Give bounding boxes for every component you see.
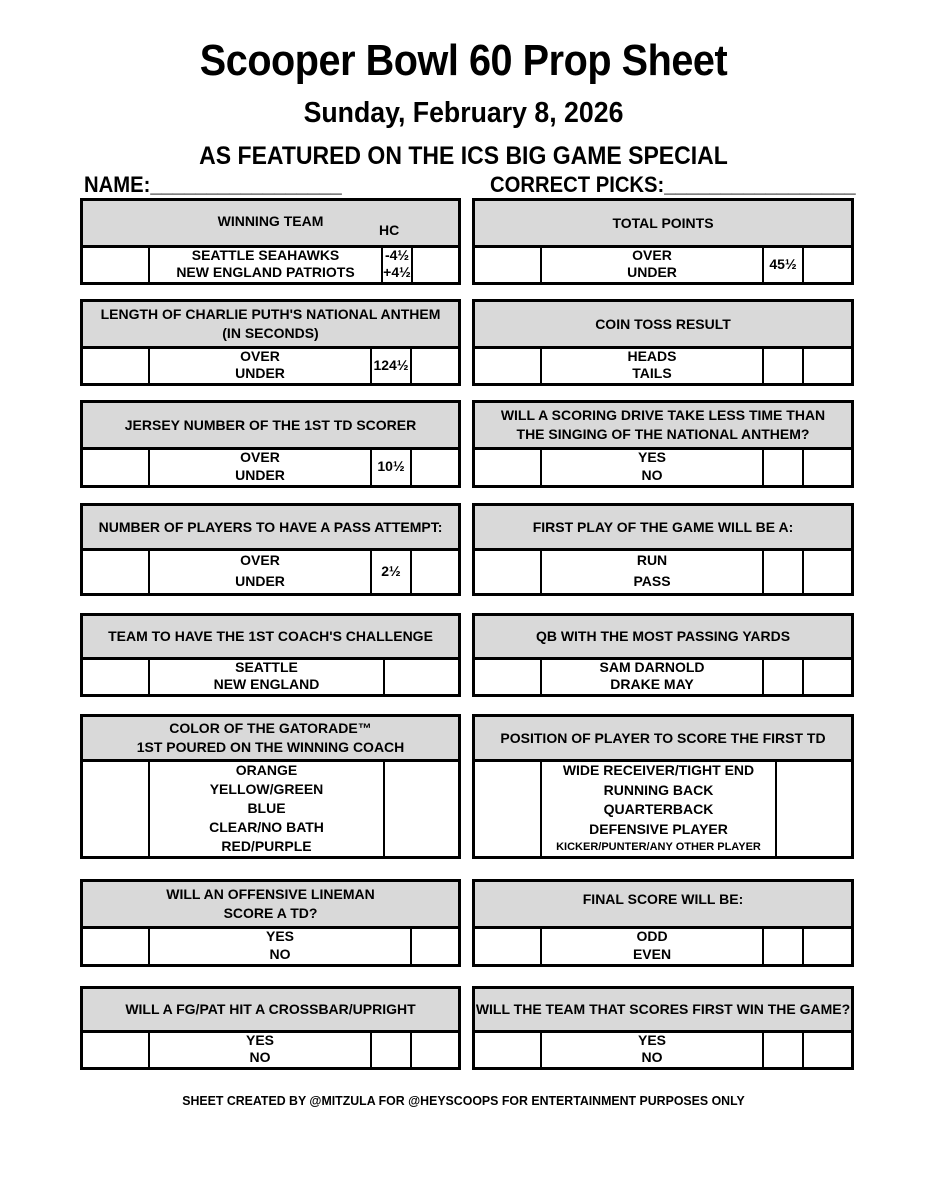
prop-header [83, 201, 458, 248]
options-list [540, 548, 762, 593]
sheet-title: Scooper Bowl 60 Prop Sheet [199, 36, 728, 85]
line-value: 124½ [370, 346, 410, 383]
pick-box[interactable] [802, 548, 851, 593]
prop-first-score-win [472, 986, 854, 1070]
option: KICKER/PUNTER/ANY OTHER PLAYER [556, 841, 761, 854]
option: NO [249, 1049, 271, 1066]
prop-coin-toss [472, 299, 854, 386]
prop-title: FINAL SCORE WILL BE: [582, 890, 744, 907]
options-list [540, 447, 762, 485]
line-value: -4½ [384, 246, 410, 263]
option: YES [637, 449, 666, 465]
pick-box[interactable] [762, 1030, 802, 1067]
pick-box[interactable] [411, 245, 458, 282]
pick-box[interactable] [383, 657, 458, 694]
option: SEATTLE SEAHAWKS [191, 246, 340, 263]
options-list [148, 1030, 370, 1067]
option: DEFENSIVE PLAYER [589, 821, 728, 838]
prop-subtitle: 1ST POURED ON THE WINNING COACH [136, 739, 405, 755]
pick-box[interactable] [83, 759, 148, 856]
prop-subtitle: THE SINGING OF THE NATIONAL ANTHEM? [516, 426, 810, 442]
prop-scoring-drive [472, 400, 854, 488]
pick-box[interactable] [83, 245, 148, 282]
pick-box[interactable] [762, 346, 802, 383]
pick-box[interactable] [802, 346, 851, 383]
game-date: Sunday, February 8, 2026 [303, 97, 624, 129]
option: HEADS [627, 347, 677, 364]
options-list [148, 657, 383, 694]
pick-box[interactable] [802, 1030, 851, 1067]
option: PASS [633, 573, 671, 590]
pick-box[interactable] [475, 548, 540, 593]
option: YES [265, 928, 294, 944]
options-list [148, 759, 383, 856]
line-value: 10½ [370, 447, 410, 485]
prop-title: NUMBER OF PLAYERS TO HAVE A PASS ATTEMPT: [98, 518, 443, 535]
option: RED/PURPLE [221, 837, 312, 854]
option: NO [641, 467, 663, 483]
prop-header [475, 201, 851, 248]
pick-box[interactable] [410, 447, 458, 485]
options-list [540, 245, 762, 282]
prop-title: WILL THE TEAM THAT SCORES FIRST WIN THE GAME? [475, 1001, 851, 1017]
option: TAILS [632, 365, 672, 382]
option: RUN [636, 551, 668, 568]
prop-title: WINNING TEAM [217, 212, 324, 229]
prop-header [475, 989, 851, 1033]
prop-crossbar [80, 986, 461, 1070]
pick-box[interactable] [475, 346, 540, 383]
options-list [540, 759, 775, 856]
pick-box[interactable] [410, 1030, 458, 1067]
options-list [540, 926, 762, 964]
prop-pass-attempt [80, 503, 461, 596]
option: RUNNING BACK [603, 781, 714, 798]
option: YELLOW/GREEN [209, 780, 324, 797]
pick-box[interactable] [83, 926, 148, 964]
pick-box[interactable] [475, 759, 540, 856]
option: NEW ENGLAND [213, 676, 320, 693]
pick-box[interactable] [762, 548, 802, 593]
handicap-lines [381, 245, 411, 282]
prop-header [475, 403, 851, 450]
prop-subtitle: (IN SECONDS) [222, 325, 319, 341]
prop-coach-challenge [80, 613, 461, 697]
handicap-label: HC [379, 222, 400, 238]
prop-header [83, 403, 458, 450]
pick-box[interactable] [370, 1030, 410, 1067]
prop-header [475, 616, 851, 660]
pick-box[interactable] [762, 657, 802, 694]
options-list [148, 548, 370, 593]
prop-title: WILL AN OFFENSIVE LINEMAN [166, 886, 375, 902]
pick-box[interactable] [802, 926, 851, 964]
prop-title: TEAM TO HAVE THE 1ST COACH'S CHALLENGE [108, 628, 433, 644]
option: WIDE RECEIVER/TIGHT END [562, 761, 755, 778]
prop-header [475, 882, 851, 929]
line-value: +4½ [383, 264, 411, 281]
option: CLEAR/NO BATH [209, 818, 324, 835]
line-value: 2½ [370, 548, 410, 593]
pick-box[interactable] [475, 926, 540, 964]
pick-box[interactable] [762, 447, 802, 485]
option: ODD [636, 928, 668, 944]
prop-header [475, 717, 851, 762]
prop-title: TOTAL POINTS [612, 214, 714, 231]
prop-winning-team [80, 198, 461, 285]
prop-gatorade-color [80, 714, 461, 859]
options-list [148, 346, 370, 383]
option: ORANGE [235, 761, 298, 778]
option: QUARTERBACK [603, 801, 714, 818]
prop-header [475, 302, 851, 349]
option: UNDER [235, 467, 285, 483]
prop-header [83, 616, 458, 660]
prop-title: POSITION OF PLAYER TO SCORE THE FIRST TD [500, 729, 826, 746]
option: OVER [240, 449, 280, 465]
prop-total-points [472, 198, 854, 285]
prop-title: WILL A SCORING DRIVE TAKE LESS TIME THAN [500, 407, 826, 423]
option: NEW ENGLAND PATRIOTS [176, 264, 355, 281]
option: YES [245, 1031, 274, 1048]
prop-title: COLOR OF THE GATORADE™ [169, 720, 372, 736]
options-list [540, 657, 762, 694]
pick-box[interactable] [475, 657, 540, 694]
pick-box[interactable] [410, 548, 458, 593]
options-list [148, 245, 381, 282]
prop-title: JERSEY NUMBER OF THE 1ST TD SCORER [124, 416, 417, 433]
pick-box[interactable] [775, 759, 851, 856]
pick-box[interactable] [83, 657, 148, 694]
option: OVER [632, 246, 672, 263]
pick-box[interactable] [802, 447, 851, 485]
option: DRAKE MAY [610, 676, 694, 693]
option: EVEN [632, 946, 672, 962]
option: SEATTLE [235, 658, 298, 675]
prop-header [83, 302, 458, 349]
pick-box[interactable] [475, 1030, 540, 1067]
pick-box[interactable] [475, 447, 540, 485]
pick-box[interactable] [83, 447, 148, 485]
pick-box[interactable] [83, 1030, 148, 1067]
prop-header [83, 717, 458, 762]
option: UNDER [235, 573, 285, 590]
prop-title: COIN TOSS RESULT [595, 315, 731, 332]
line-value: 45½ [762, 245, 802, 282]
options-list [148, 926, 410, 964]
option: UNDER [627, 264, 677, 281]
pick-box[interactable] [802, 245, 851, 282]
pick-box[interactable] [83, 346, 148, 383]
pick-box[interactable] [802, 657, 851, 694]
prop-jersey-number [80, 400, 461, 488]
prop-anthem-length [80, 299, 461, 386]
pick-box[interactable] [762, 926, 802, 964]
prop-first-play [472, 503, 854, 596]
options-list [540, 346, 762, 383]
pick-box[interactable] [83, 548, 148, 593]
option: YES [637, 1031, 666, 1048]
option: UNDER [235, 365, 285, 382]
option: NO [269, 946, 291, 962]
featured-subtitle: AS FEATURED ON THE ICS BIG GAME SPECIAL [199, 142, 728, 170]
pick-box[interactable] [410, 346, 458, 383]
prop-td-position [472, 714, 854, 859]
prop-title: WILL A FG/PAT HIT A CROSSBAR/UPRIGHT [125, 1001, 416, 1017]
option: OVER [240, 551, 280, 568]
pick-box[interactable] [410, 926, 458, 964]
prop-header [83, 989, 458, 1033]
prop-title: FIRST PLAY OF THE GAME WILL BE A: [532, 518, 794, 535]
prop-header [475, 506, 851, 551]
footer-credit: SHEET CREATED BY @MITZULA FOR @HEYSCOOPS FOR ENTERTAINMENT PURPOSES ONLY [182, 1093, 745, 1108]
prop-qb-yards [472, 613, 854, 697]
correct-picks-field[interactable]: CORRECT PICKS:_________________ [490, 172, 856, 197]
prop-final-score [472, 879, 854, 967]
pick-box[interactable] [383, 759, 458, 856]
name-field[interactable]: NAME:_________________ [84, 172, 342, 197]
option: OVER [240, 347, 280, 364]
option: NO [641, 1049, 663, 1066]
prop-lineman-td [80, 879, 461, 967]
pick-box[interactable] [475, 245, 540, 282]
prop-subtitle: SCORE A TD? [223, 905, 318, 921]
prop-header [83, 882, 458, 929]
options-list [540, 1030, 762, 1067]
options-list [148, 447, 370, 485]
prop-title: LENGTH OF CHARLIE PUTH'S NATIONAL ANTHEM [100, 306, 441, 322]
prop-header [83, 506, 458, 551]
prop-title: QB WITH THE MOST PASSING YARDS [535, 628, 791, 644]
option: SAM DARNOLD [599, 658, 705, 675]
option: BLUE [247, 799, 286, 816]
